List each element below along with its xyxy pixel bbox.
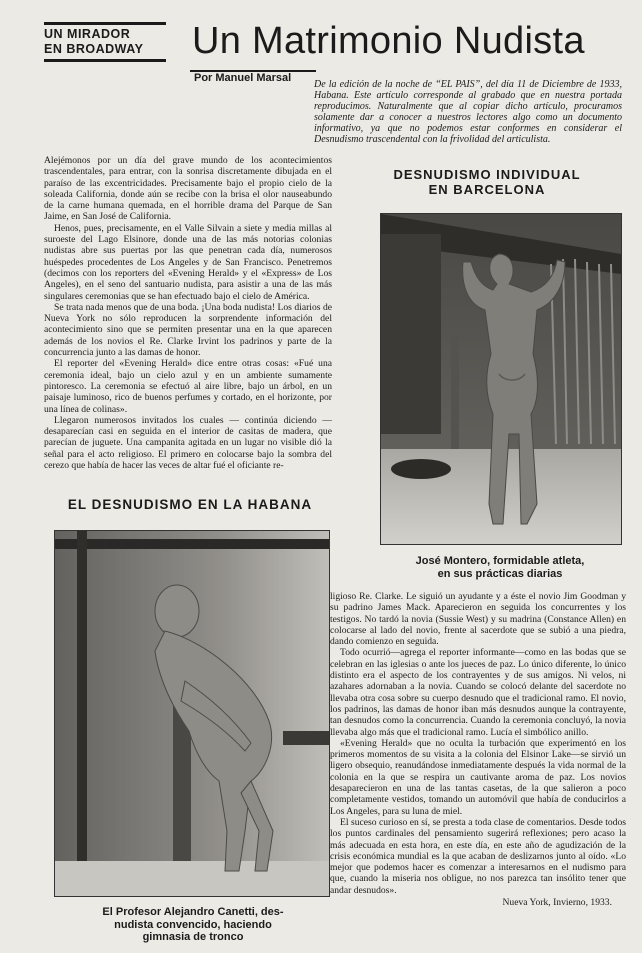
caption-barcelona-line2: en sus prácticas diarias [437, 567, 563, 580]
section-tag-line2: EN BROADWAY [44, 42, 144, 56]
caption-habana-line3: gimnasia de tronco [142, 931, 244, 943]
editor-note: De la edición de la noche de “EL PAIS”, del día 11 de Diciembre de 1933, Habana. Este artículo corresponde al grabado que en nuestra portada reproducimos. Naturalmente que al copiar dicho artículo, procuramos solamente dar a conocer a nuestros lectores algo como un documento informativo, ya que no podemos estar conformes en considerar el Desnudismo trascendental con la frivolidad del articulista. [314, 79, 622, 145]
left-column [44, 155, 332, 471]
paragraph: ligioso Re. Clarke. Le siguió un ayudante y a éste el novio Jim Goodman y su padrino James Mack. Aparecieron en seguida los concurrentes y los testigos. No tardó la novia (Sussie West) y su madrina (Constance Allen) en colocarse al lado del novio, frente al sacerdote que se subió a una piedra, dando comienzo en seguida. [330, 591, 626, 648]
dateline: Nueva York, Invierno, 1933. [502, 897, 612, 909]
caption-habana [48, 906, 338, 944]
caption-habana-line2: nudista convencido, haciendo [114, 918, 272, 931]
caption-habana-line1: El Profesor Alejandro Canetti, des- [102, 906, 284, 918]
professor-photo-illustration [55, 531, 329, 896]
paragraph: El suceso curioso en sí, se presta a toda clase de comentarios. Desde todos los puntos cardinales del pensamiento sugerirá reflexiones; pero acaso la más adecuada en esta hora, en este día, en este año de agudización de la crisis económica mundial es la que acaban de deslizarnos junto al oído. «Lo mejor que podemos hacer es comenzar a interesarnos en el nudismo para que, cuando la miseria nos obligue, no nos parezca tan insólito tener que andar desnudos». [330, 816, 626, 896]
section-tag-line1: UN MIRADOR [44, 27, 131, 41]
paragraph: Todo ocurrió—agrega el reporter informante—como en las bodas que se celebran en las iglesias o ante los jueces de paz. Lo único diferente, lo único distinto era el aspecto de los contrayentes y de sus amigos. Ni velos, ni azahares adornaban a la novia. Cuando se colocó delante del sacerdote no llevaba otra cosa sobre su cuerpo desnudo que el tradicional ramo. El novio, los padrinos, las damas de honor iban más desnudos aunque la contrayente, tan desnudos como la concurrencia. Cuando la ceremonia concluyó, la novia llevaba algo más que el tradicional ramo. Lucía el simbólico anillo. [330, 647, 626, 738]
caption-barcelona-line1: José Montero, formidable atleta, [415, 555, 585, 567]
caption-barcelona [372, 555, 628, 580]
paragraph: «Evening Herald» que no oculta la turbación que experimentó en los primeros momentos de su visita a la colonia del Elsinor Lake—se sirvió un ligero obsequio, reanudándose inmediatamente después la vida normal de la colonia en la que se respira un cautivante aroma de paz. Los novios desaparecieron en una de las tantas casetas, de la que salieron a poco completamente vestidos, tomando un automóvil que había de conducirlos a Los Angeles, para su luna de miel. [330, 737, 626, 817]
athlete-photo-illustration [381, 214, 621, 544]
paragraph: Alejémonos por un día del grave mundo de los acontecimientos trascendentales, para entrar, con la sonrisa discretamente dibujada en el paraíso de las excentricidades. Precisamente bajo el propio cielo de la soleada California, donde aún se recibe con la brisa el olor nauseabundo de la carne humana quemada, en el horrible drama del Parque de San Jaime, en San José de California. [44, 155, 332, 223]
photo-habana-professor [54, 530, 330, 897]
paragraph: Llegaron numerosos invitados los cuales — continúa diciendo — desaparecían casi en seguida en el interior de casitas de madera, que parecían de juguete. Una campanita agitada en un lugar no visible dió la señal para el acto religioso. El primero en colocarse bajo la sombra del cerezo que había de hacer las veces de altar fué el oficiante re- [44, 414, 332, 472]
headline-barcelona-line2: EN BARCELONA [428, 182, 546, 197]
paragraph: Se trata nada menos que de una boda. ¡Una boda nudista! Los diarios de Nueva York no sólo reproducen la sorprendente información del acontecimiento sino que se permiten presentar una en la que aparecen además de los novios el Re. Clarke Irvint los padrinos y parte de la concurrencia junto a las damas de honor. [44, 301, 332, 359]
headline-habana: EL DESNUDISMO EN LA HABANA [67, 497, 313, 512]
headline-barcelona [372, 167, 602, 197]
byline: Por Manuel Marsal [194, 72, 292, 84]
headline-barcelona-line1: DESNUDISMO INDIVIDUAL [393, 167, 581, 182]
paragraph: Henos, pues, precisamente, en el Valle Silvain a siete y media millas al suroeste del Lago Elsinore, donde una de las más notorias colonias nudistas abre sus puertas por las que penetran cada día, numerosos huéspedes procedentes de Los Angeles y de San Francisco. Penetremos (decimos con los reporters del «Evening Herald» y el «Express» de Los Angeles), en el seno del santuario nudista, para asistir a una de las más singulares ceremonias que se han efectuado bajo el cielo de América. [44, 222, 332, 302]
paragraph: El reporter del «Evening Herald» dice entre otras cosas: «Fué una ceremonia ideal, bajo un cielo azul y en un ambiente sumamente pintoresco. La ceremonia se efectuó al aire libre, bajo un árbol, en un paisaje luminoso, rico de buenos perfumes y cortado, en el horizonte, por una línea de colinas». [44, 358, 332, 415]
right-column [330, 591, 626, 908]
article-title: Un Matrimonio Nudista [192, 20, 585, 62]
section-tag [44, 22, 166, 62]
photo-barcelona-athlete [380, 213, 622, 545]
